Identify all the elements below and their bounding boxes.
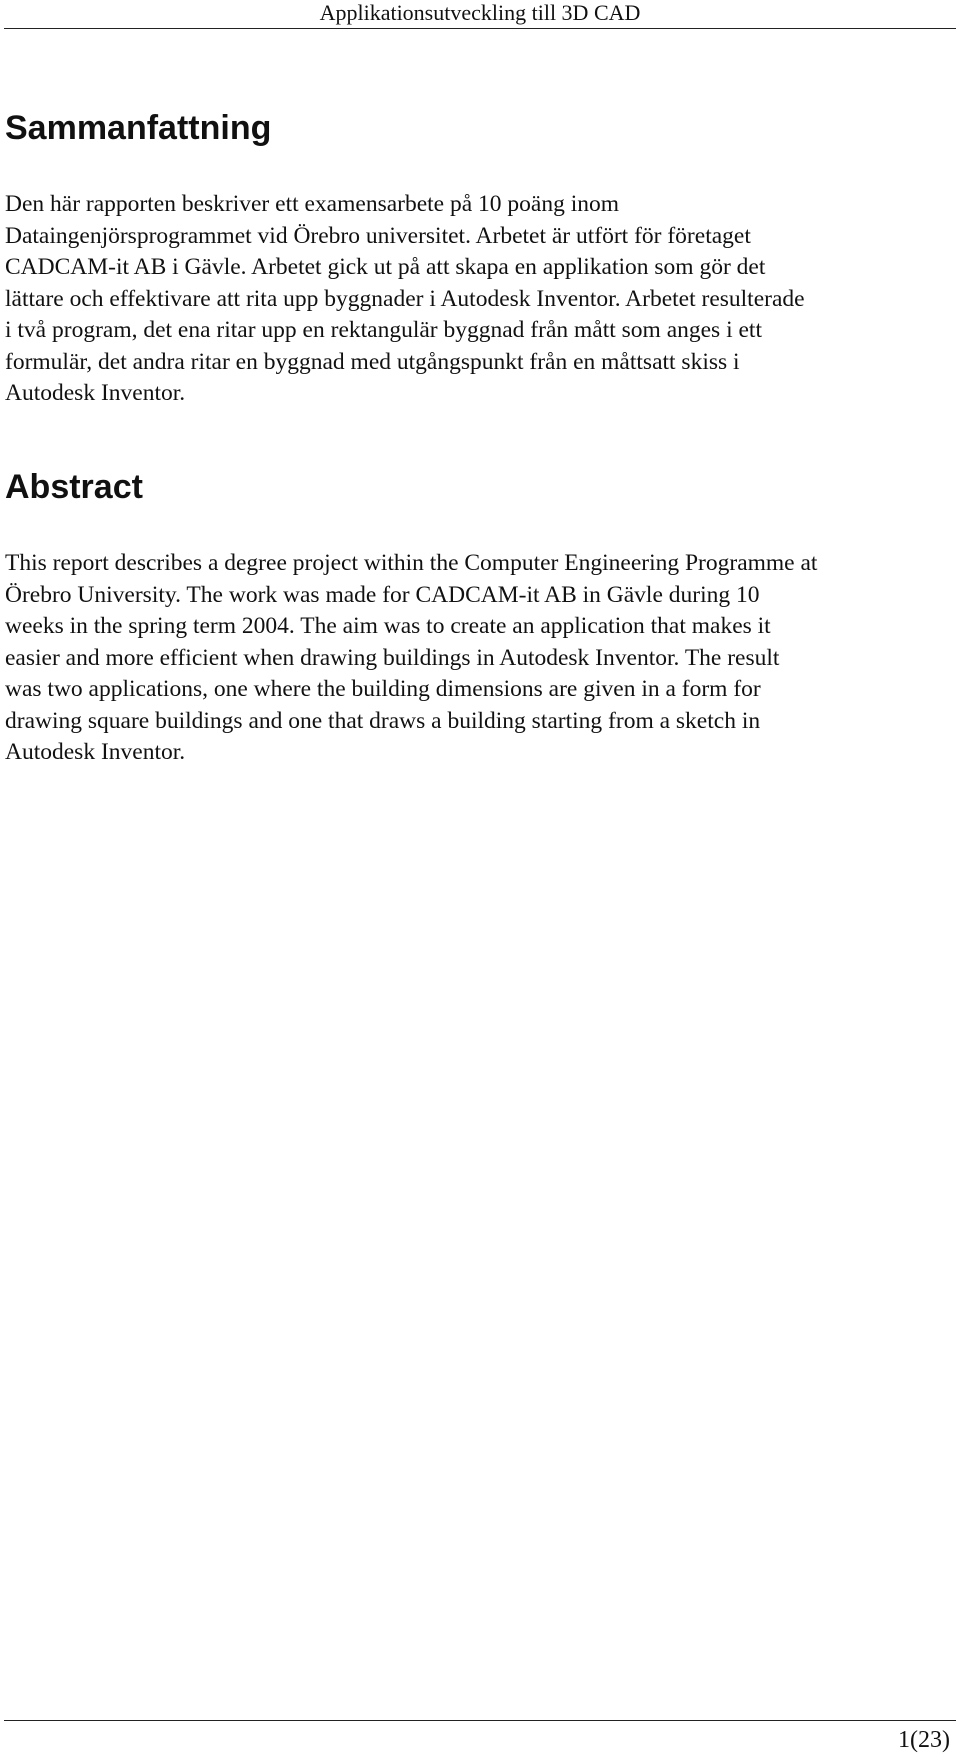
abstract-heading: Abstract bbox=[5, 468, 143, 506]
summary-line: lättare och effektivare att rita upp byggnader i Autodesk Inventor. Arbetet resulterade bbox=[5, 285, 805, 312]
abstract-line: was two applications, one where the building dimensions are given in a form for bbox=[5, 676, 761, 702]
abstract-line: weeks in the spring term 2004. The aim was to create an application that makes it bbox=[5, 613, 771, 639]
header-divider bbox=[4, 28, 956, 29]
page-number: 1(23) bbox=[898, 1727, 950, 1753]
summary-line: Dataingenjörsprogrammet vid Örebro universitet. Arbetet är utfört för företaget bbox=[5, 222, 751, 249]
summary-line: Den här rapporten beskriver ett examensarbete på 10 poäng inom bbox=[5, 191, 620, 217]
summary-paragraph bbox=[5, 189, 953, 410]
abstract-line: Autodesk Inventor. bbox=[5, 739, 186, 765]
abstract-line: This report describes a degree project within the Computer Engineering Programme at bbox=[5, 550, 818, 576]
summary-line: i två program, det ena ritar upp en rektangulär byggnad från mått som anges i ett bbox=[5, 317, 762, 343]
footer-divider bbox=[4, 1720, 956, 1721]
running-header: Applikationsutveckling till 3D CAD bbox=[319, 0, 641, 25]
abstract-paragraph bbox=[5, 548, 953, 769]
summary-line: CADCAM-it AB i Gävle. Arbetet gick ut på att skapa en applikation som gör det bbox=[5, 254, 766, 280]
abstract-line: drawing square buildings and one that draws a building starting from a sketch in bbox=[5, 707, 761, 734]
summary-line: formulär, det andra ritar en byggnad med utgångspunkt från en måttsatt skiss i bbox=[5, 348, 740, 375]
summary-heading: Sammanfattning bbox=[5, 109, 272, 147]
abstract-line: easier and more efficient when drawing buildings in Autodesk Inventor. The result bbox=[5, 644, 780, 671]
abstract-line: Örebro University. The work was made for CADCAM-it AB in Gävle during 10 bbox=[5, 581, 760, 608]
summary-line: Autodesk Inventor. bbox=[5, 380, 186, 406]
